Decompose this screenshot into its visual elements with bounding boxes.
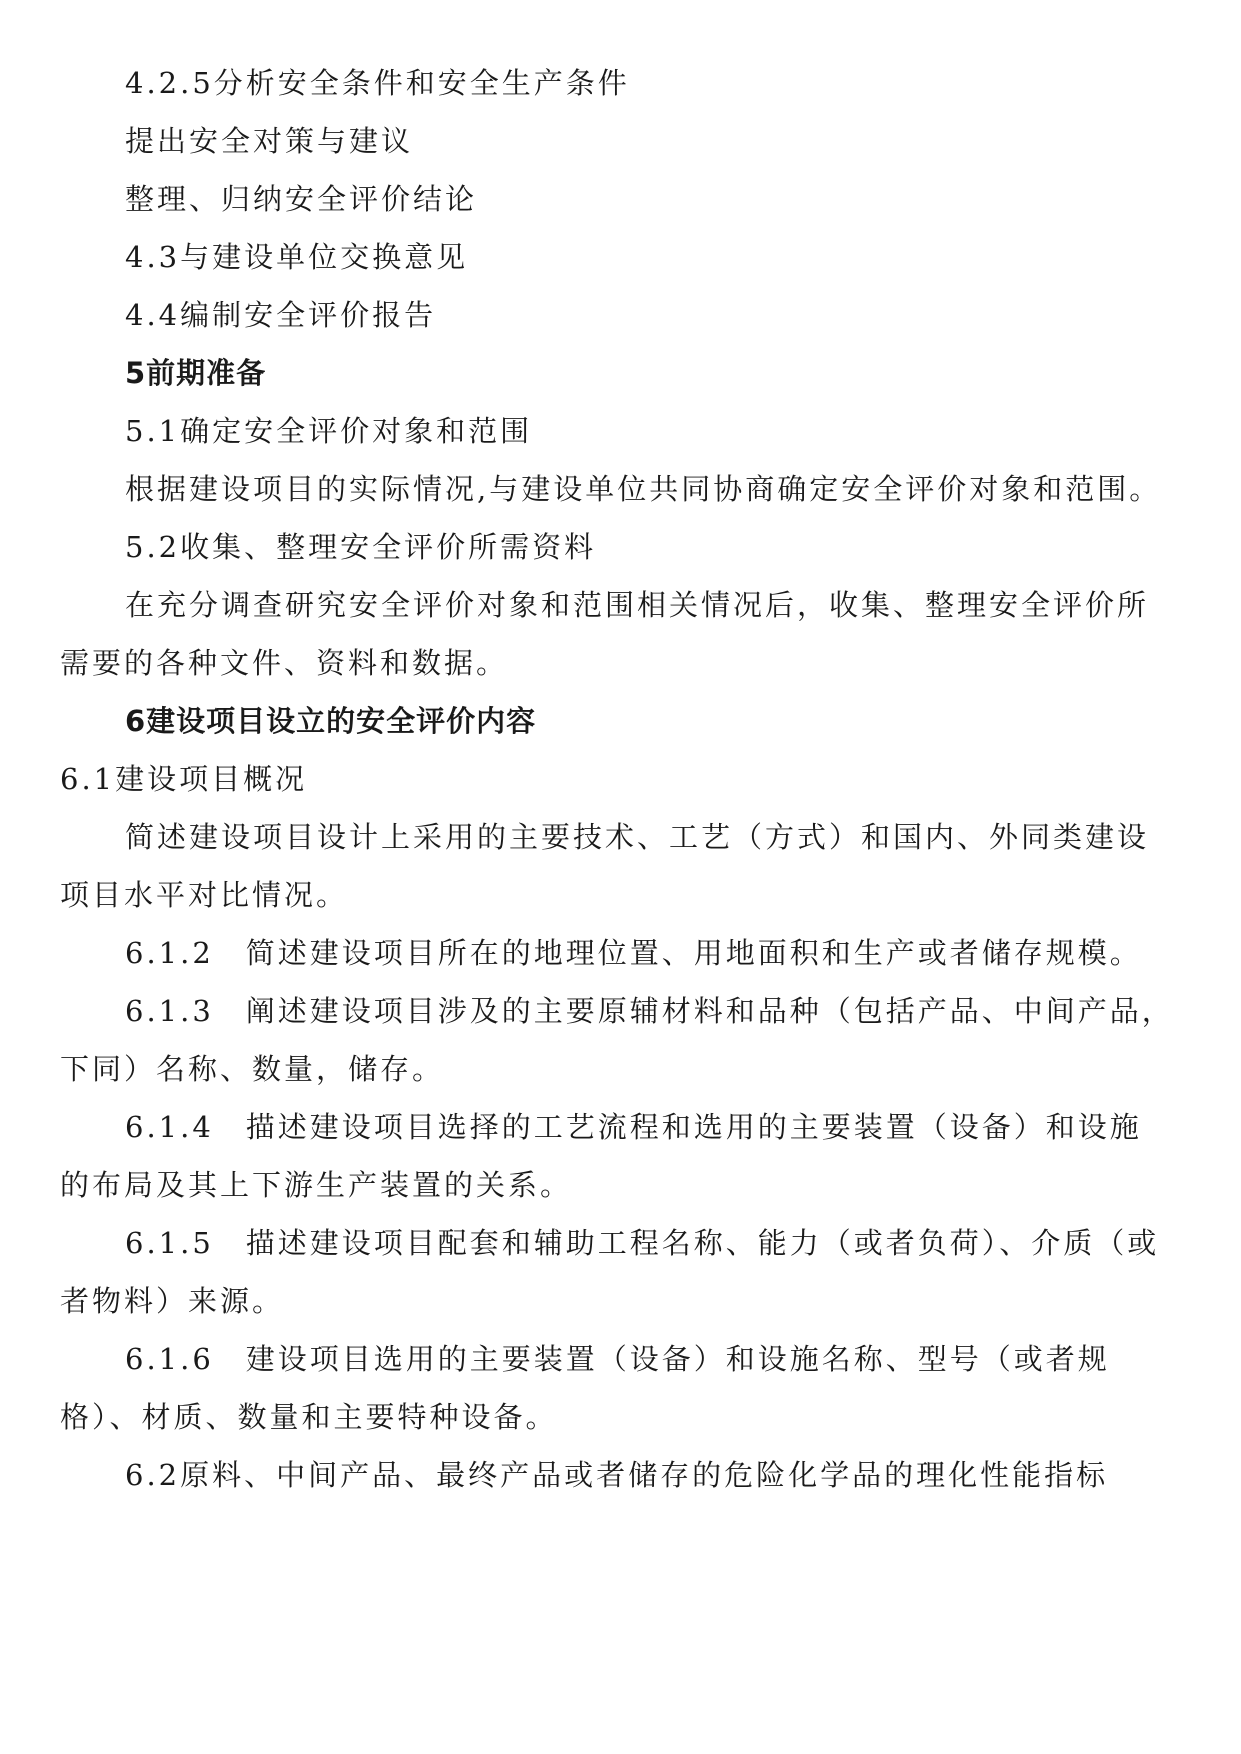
paragraph-line: 需要的各种文件、资料和数据。 bbox=[60, 646, 509, 680]
section-heading-4-2-5: 4.2.5分析安全条件和安全生产条件 bbox=[125, 66, 630, 100]
paragraph-line: 的布局及其上下游生产装置的关系。 bbox=[60, 1168, 573, 1202]
text-line: 提出安全对策与建议 bbox=[125, 124, 414, 158]
section-heading-5-2: 5.2收集、整理安全评价所需资料 bbox=[125, 530, 597, 564]
chapter-heading-5: 5前期准备 bbox=[125, 356, 267, 390]
paragraph-line: 根据建设项目的实际情况,与建设单位共同协商确定安全评价对象和范围。 bbox=[125, 472, 1162, 506]
item-6-1-5: 6.1.5 描述建设项目配套和辅助工程名称、能力（或者负荷）、介质（或 bbox=[125, 1226, 1160, 1260]
chapter-heading-6: 6建设项目设立的安全评价内容 bbox=[125, 704, 537, 738]
paragraph-line: 格）、材质、数量和主要特种设备。 bbox=[60, 1400, 558, 1434]
section-heading-4-3: 4.3与建设单位交换意见 bbox=[125, 240, 469, 274]
section-heading-4-4: 4.4编制安全评价报告 bbox=[125, 298, 437, 332]
paragraph-line: 简述建设项目设计上采用的主要技术、工艺（方式）和国内、外同类建设 bbox=[125, 820, 1150, 854]
paragraph-line: 下同）名称、数量，储存。 bbox=[60, 1052, 445, 1086]
item-6-1-4: 6.1.4 描述建设项目选择的工艺流程和选用的主要装置（设备）和设施 bbox=[125, 1110, 1142, 1144]
paragraph-line: 项目水平对比情况。 bbox=[60, 878, 349, 912]
section-heading-6-2: 6.2原料、中间产品、最终产品或者储存的危险化学品的理化性能指标 bbox=[125, 1458, 1109, 1492]
section-heading-6-1: 6.1建设项目概况 bbox=[60, 762, 308, 796]
item-6-1-6: 6.1.6 建设项目选用的主要装置（设备）和设施名称、型号（或者规 bbox=[125, 1342, 1110, 1376]
item-6-1-3: 6.1.3 阐述建设项目涉及的主要原辅材料和品种（包括产品、中间产品， bbox=[125, 994, 1174, 1028]
text-line: 整理、归纳安全评价结论 bbox=[125, 182, 478, 216]
section-heading-5-1: 5.1确定安全评价对象和范围 bbox=[125, 414, 533, 448]
paragraph-line: 者物料）来源。 bbox=[60, 1284, 285, 1318]
item-6-1-2: 6.1.2 简述建设项目所在的地理位置、用地面积和生产或者储存规模。 bbox=[125, 936, 1142, 970]
paragraph-line: 在充分调查研究安全评价对象和范围相关情况后，收集、整理安全评价所 bbox=[125, 588, 1150, 622]
